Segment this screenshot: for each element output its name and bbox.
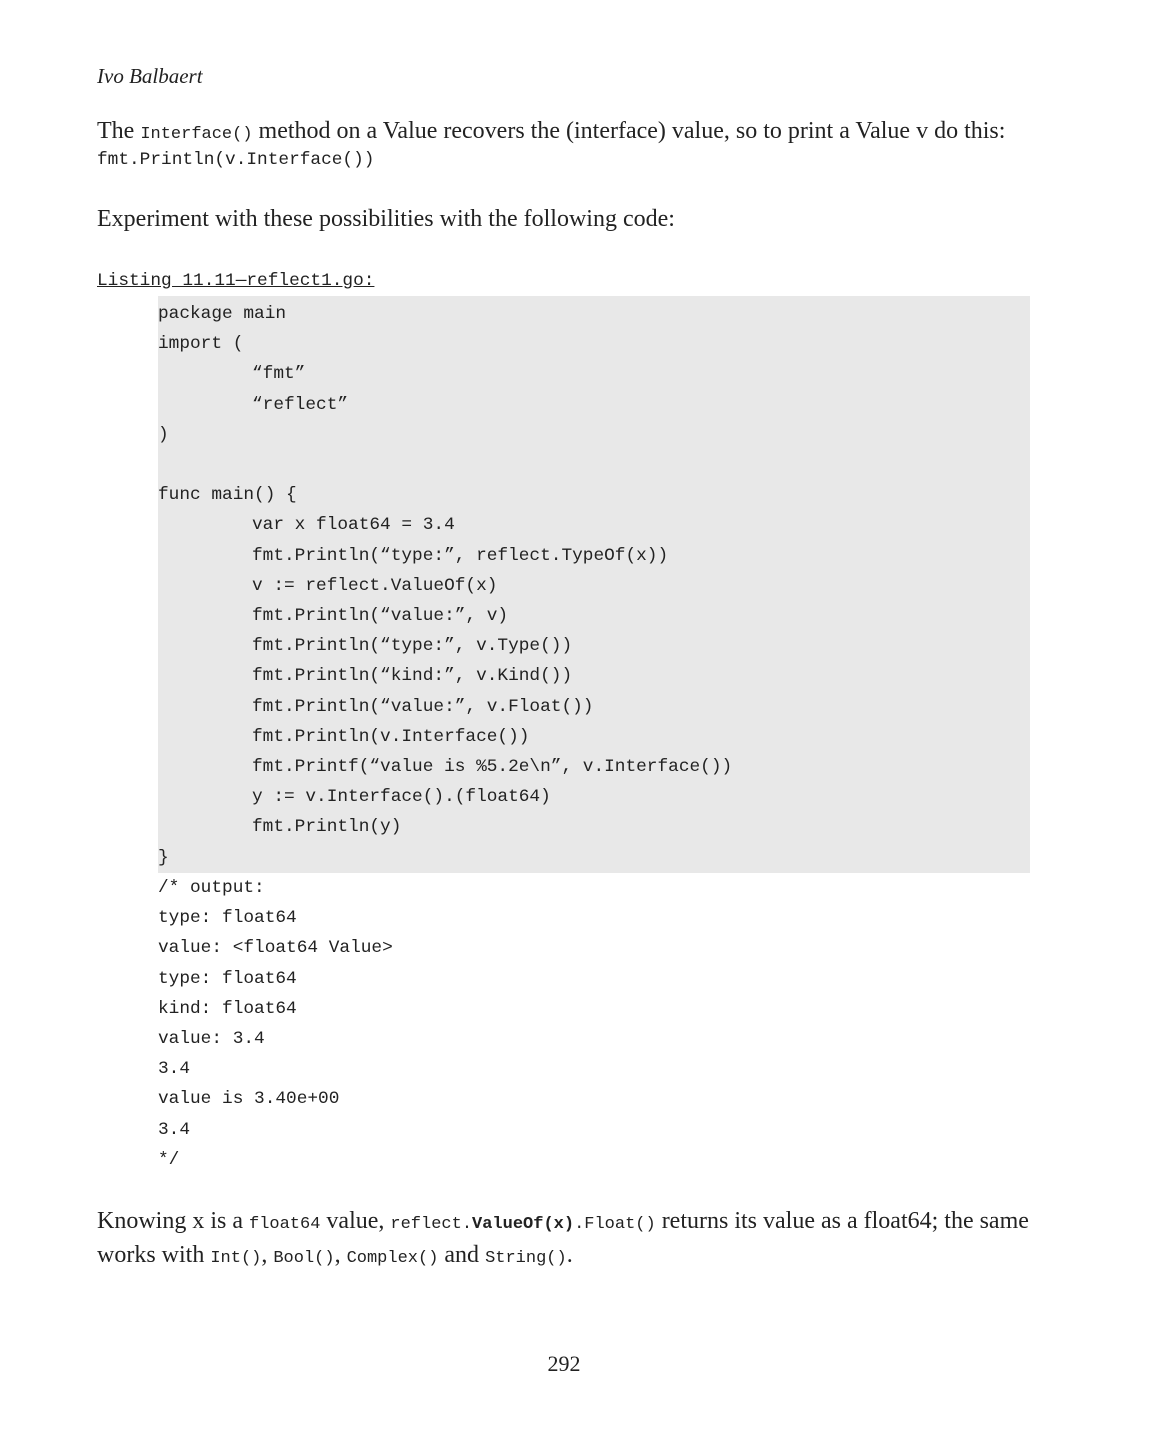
code-line: var x float64 = 3.4	[252, 515, 455, 536]
code-line: v := reflect.ValueOf(x)	[252, 575, 498, 596]
output-line: type: float64	[158, 908, 297, 929]
output-line: value: 3.4	[158, 1029, 265, 1049]
inline-code: Int()	[210, 1249, 262, 1268]
code-line: package main	[158, 304, 287, 324]
inline-code: .Float()	[574, 1215, 656, 1234]
output-line: /* output:	[158, 878, 265, 898]
inline-code: reflect.	[390, 1215, 473, 1234]
inline-code: Interface()	[140, 125, 253, 144]
code-line: fmt.Println(“kind:”, v.Kind())	[252, 666, 573, 687]
output-line: kind: float64	[158, 998, 297, 1019]
text: value,	[320, 1208, 391, 1234]
inline-code: Complex()	[346, 1249, 439, 1268]
paragraph-interface	[97, 116, 1005, 150]
code-line: “reflect”	[252, 394, 349, 415]
listing-title: Listing 11.11—reflect1.go:	[97, 271, 375, 291]
inline-code: float64	[249, 1215, 321, 1234]
code-line: fmt.Println(“value:”, v.Float())	[252, 696, 594, 717]
code-line: )	[158, 424, 169, 445]
code-line: fmt.Println(“type:”, reflect.TypeOf(x))	[252, 545, 669, 566]
inline-code: Bool()	[273, 1249, 335, 1268]
code-snippet: fmt.Println(v.Interface())	[97, 150, 375, 170]
code-line: }	[158, 847, 169, 868]
output-line: 3.4	[158, 1059, 191, 1080]
output-line: type: float64	[158, 968, 297, 989]
output-line: value: <float64 Value>	[158, 938, 393, 959]
code-line: func main() {	[158, 485, 297, 506]
paragraph-knowing	[97, 1206, 1057, 1274]
code-line: fmt.Println(y)	[252, 817, 402, 838]
text: Knowing x is a	[97, 1208, 249, 1234]
code-line: import (	[158, 334, 244, 355]
output-line: */	[158, 1149, 180, 1170]
text: The	[97, 118, 141, 144]
paragraph-experiment: Experiment with these possibilities with the following code:	[97, 206, 675, 232]
code-line: fmt.Println(“value:”, v)	[252, 606, 509, 626]
code-line: “fmt”	[252, 364, 306, 385]
inline-code: String()	[485, 1249, 567, 1268]
page-number: 292	[547, 1351, 581, 1376]
text: and	[438, 1242, 486, 1268]
running-header-author: Ivo Balbaert	[97, 64, 203, 88]
code-line: y := v.Interface().(float64)	[252, 787, 551, 808]
text: returns its value as a float64; the same works with	[97, 1208, 1029, 1268]
text: ,	[261, 1242, 274, 1268]
code-line: fmt.Println(“type:”, v.Type())	[252, 636, 573, 657]
text: ,	[334, 1242, 347, 1268]
code-line: fmt.Printf(“value is %5.2e\n”, v.Interface())	[252, 757, 733, 777]
output-line: 3.4	[158, 1119, 191, 1140]
text: .	[566, 1242, 573, 1268]
inline-code-bold: ValueOf(x)	[472, 1215, 575, 1234]
output-line: value is 3.40e+00	[158, 1089, 340, 1110]
text: method on a Value recovers the (interface) value, so to print a Value v do this:	[252, 118, 1006, 144]
code-line: fmt.Println(v.Interface())	[252, 726, 530, 747]
